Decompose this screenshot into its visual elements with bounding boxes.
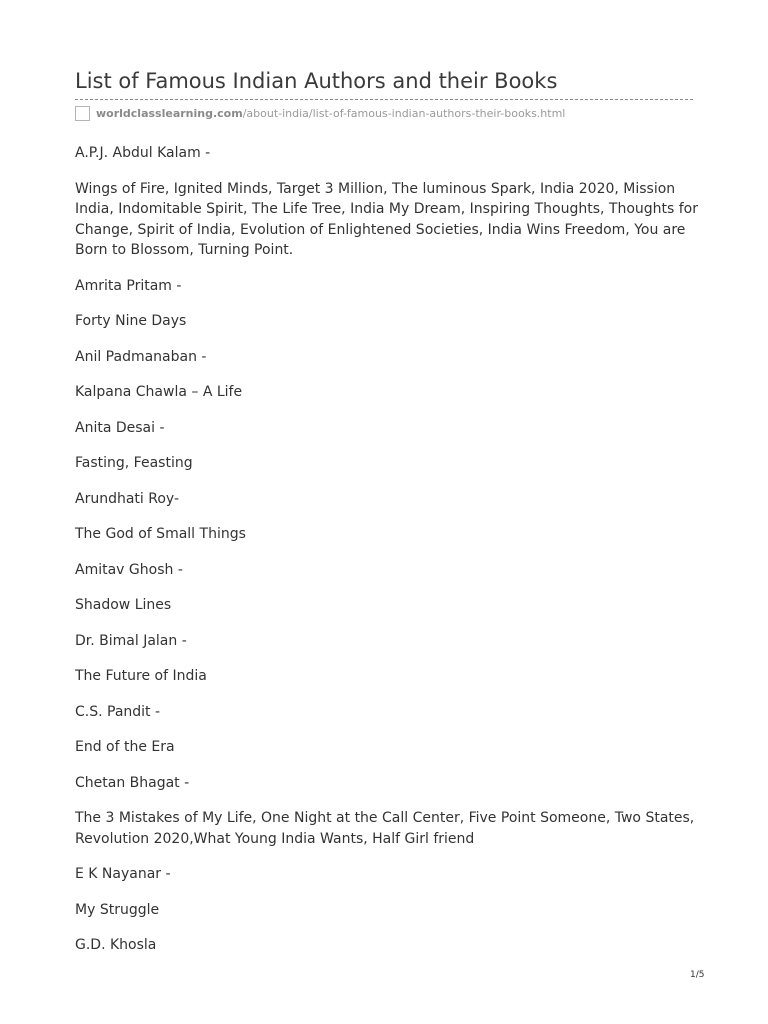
author-name: Dr. Bimal Jalan - [75, 632, 187, 649]
favicon-icon [75, 106, 90, 121]
author-name: Amitav Ghosh - [75, 561, 183, 578]
book-list: Kalpana Chawla – A Life [75, 384, 243, 400]
author-name: Amrita Pritam - [75, 277, 182, 294]
book-list: Wings of Fire, Ignited Minds, Target 3 Million, The luminous Spark, India 2020, Mission India, Indomitable Spirit, The Life Tree, India My Dream, Inspiring Thoughts, Thoughts for Change, Spirit of India, Evolution of Enlightened Societies, India Wins Freedom, You are Born to Blossom, Turning Point. [75, 180, 699, 258]
author-name: Chetan Bhagat - [75, 774, 190, 791]
book-list: The God of Small Things [75, 526, 246, 542]
book-list: End of the Era [75, 739, 175, 755]
book-list: The 3 Mistakes of My Life, One Night at the Call Center, Five Point Someone, Two States, Revolution 2020,What Young India Wants, Half Girl friend [75, 810, 695, 847]
author-name: A.P.J. Abdul Kalam - [75, 145, 211, 161]
book-list: The Future of India [75, 668, 207, 684]
author-name: Anil Padmanaban - [75, 348, 207, 365]
book-list: Shadow Lines [75, 597, 172, 613]
book-list: Forty Nine Days [75, 313, 187, 329]
author-name: E K Nayanar - [75, 866, 171, 882]
author-name: Anita Desai - [75, 419, 165, 436]
source-domain: worldclasslearning.com [96, 106, 243, 120]
source-url[interactable] [96, 107, 565, 120]
author-name: C.S. Pandit - [75, 703, 161, 720]
book-list: Fasting, Feasting [75, 455, 193, 471]
source-row [75, 104, 565, 122]
author-name: G.D. Khosla [75, 937, 157, 953]
article-body [75, 143, 700, 971]
book-list: My Struggle [75, 901, 160, 918]
source-path: /about-india/list-of-famous-indian-authors-their-books.html [242, 106, 566, 120]
page-title: List of Famous Indian Authors and their Books [75, 69, 558, 93]
page-number: 1/5 [690, 970, 705, 980]
title-divider [75, 99, 693, 100]
author-name: Arundhati Roy- [75, 490, 180, 507]
